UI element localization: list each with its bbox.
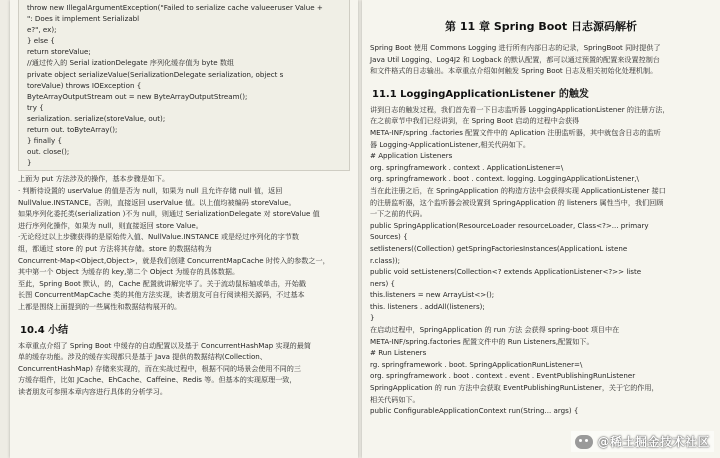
text-line: 相关代码如下。 (370, 394, 420, 404)
code-line: org. springframework . boot . context . event . EventPublishingRunListener (370, 371, 636, 381)
code-line: org. springframework . context . ApplicationListener=\ (370, 162, 564, 172)
text-line: Java Util Logging、Log4J2 和 Logback 的默认配置，都可以通过预置的配置来设置控制台 (370, 54, 660, 64)
code-line: rg. springframework . boot. SpringApplicationRunListener=\ (370, 359, 583, 369)
text-line: 在之前章节中我们已经讲到，在 Spring Boot 启动的过程中会获得 (370, 116, 580, 126)
code-line: Sources) { (370, 232, 408, 242)
text-line: 单的缓存功能。涉及的缓存实现都只是基于 Java 提供的数据结构(Collection、 (18, 352, 267, 362)
text-line: 方缓存组件，比如 JCache、EhCache、Caffeine、Redis 等。但基本的实现原理一致， (18, 375, 297, 385)
code-line: public SpringApplication(ResourceLoader resourceLoader, Class<?>... primary (370, 220, 649, 230)
code-line: return out. toByteArray(); (27, 125, 118, 135)
text-line: 读者朋友可参照本章内容进行具体的分析学习。 (18, 386, 167, 396)
text-line: META-INF/spring .factories 配置文件中的 Aplication 注册监听器，其中就包含日志的监听 (370, 127, 661, 137)
text-line: 本章重点介绍了 Spring Boot 中缓存的自动配置以及基于 ConcurrentHashMap 实现的最简 (18, 340, 311, 350)
text-line: ·无论经过以上步骤获得的是原始传入值、NullValue.INSTANCE 或是经过序列化的字节数 (18, 232, 299, 242)
code-line: } (370, 313, 375, 323)
code-line: org. springframework . boot . context. logging. LoggingApplicationListener,\ (370, 174, 639, 184)
code-line: try { (27, 102, 44, 112)
text-line: 组，都通过 store 的 put 方法将其存储。store 的数据结构为 (18, 243, 212, 253)
code-line: ByteArrayOutputStream out = new ByteArrayOutputStream(); (27, 91, 248, 101)
text-line: ConcurrentHashMap) 存储来实现的，而在实战过程中，根据不同的场景会使用不同的三 (18, 363, 301, 373)
code-line: return storeValue; (27, 47, 91, 57)
code-line: public void setListeners(Collection<? extends ApplicationListener<?>> liste (370, 267, 642, 277)
chapter-title: 第 11 章 Spring Boot 日志源码解析 (445, 20, 637, 33)
code-line: throw new IllegalArgumentException("Failed to serialize cache valueeruser Value + (27, 3, 323, 12)
text-line: 其中第一个 Object 为缓存的 key,第二个 Object 为缓存的具体数据。 (18, 267, 240, 277)
text-line: 至此，Spring Boot 默认，的，Cache 配置就讲解完毕了。关于流动鼠标轴或单击，开始戳 (18, 278, 306, 288)
right-book-page (362, 0, 720, 458)
code-line: setlisteners((Collection) getSpringFactoriesInstances(ApplicationL istene (370, 243, 628, 253)
body-paragraph (370, 104, 712, 417)
watermark (571, 431, 714, 452)
text-line: 的注册监听器，这个监听器会被设置到 SpringApplication 的 listeners 属性当中，我们回顾 (370, 197, 664, 207)
watermark-text: @稀土掘金技术社区 (597, 435, 710, 449)
text-line: SpringApplication 的 run 方法中会获取 EventPublishingRunListener，关于它的作用， (370, 383, 659, 393)
code-line: e?", ex); (27, 25, 57, 35)
code-line: private object serializeValue(SerializationDelegate serialization, object s (27, 69, 284, 79)
text-line: 和文件格式的日志输出。本章重点介绍如何触发 Spring Boot 日志及相关初始化处理机制。 (370, 66, 658, 76)
text-line: 上面为 put 方法涉及的操作，基本步骤是如下。 (18, 174, 170, 184)
code-line: toreValue) throws IOException { (27, 80, 142, 90)
text-line: Concurrent-Map<Object,Object>，就是我们创建 ConcurrentMapCache 时传入的参数之一， (18, 255, 330, 265)
text-line: Spring Boot 使用 Commons Logging 进行所有内部日志的记录，SpringBoot 同时提供了 (370, 43, 661, 52)
summary-paragraph (18, 340, 350, 398)
section-heading: 11.1 LoggingApplicationListener 的触发 (372, 88, 589, 100)
code-line: public ConfigurableApplicationContext run(String... args) { (370, 406, 579, 416)
text-line: 在启动过程中，SpringApplication 的 run 方法 会获得 spring-boot 项目中在 (370, 325, 620, 335)
wechat-icon (575, 435, 593, 449)
text-line: · 判断待设置的 userValue 的值是否为 null，如果为 null 且允许存储 null 值，返回 (18, 186, 283, 195)
section-heading: 10.4 小结 (20, 324, 69, 336)
code-line: this.listeners = new ArrayList<>(); (370, 290, 495, 300)
text-line: 进行序列化操作，如果为 null，则直接返回 store Value。 (18, 220, 203, 230)
code-line: out. close(); (27, 147, 70, 157)
code-line: } else { (27, 36, 55, 46)
code-line: # Run Listeners (370, 348, 427, 358)
code-line: serialization. serialize(storeValue, out); (27, 113, 166, 123)
code-line: r.class)); (370, 255, 401, 265)
code-line: ners) { (370, 278, 396, 288)
code-line: } finally { (27, 136, 62, 146)
code-line: } (27, 158, 32, 168)
text-line: 当在此注册之后，在 SpringApplication 的构造方法中会获得实现 ApplicationListener 接口 (370, 185, 666, 195)
text-line: META-INF/spring.factories 配置文件中的 Run Listeners,配置如下。 (370, 336, 594, 346)
code-line: //通过传入的 Serial izationDelegate 序列化缓存值为 byte 数组 (27, 58, 235, 68)
text-line: 器 Logging-ApplicationListener,相关代码如下。 (370, 139, 530, 149)
intro-paragraph (370, 42, 712, 77)
code-block (18, 0, 350, 171)
text-line: 一下之前的代码。 (370, 209, 427, 219)
code-line: this. listeners . addAll(listeners); (370, 301, 485, 311)
left-book-page (10, 0, 358, 458)
text-line: 讲到日志的触发过程，我们首先看一下日志监听器 LoggingApplicationListener 的注册方法， (370, 104, 670, 114)
text-line: NullValue.INSTANCE。否则，直接返回 userValue 值。以上值均被编码 storeValue。 (18, 197, 296, 207)
text-line: 如果序列化委托类(serialization )不为 null，则通过 SerializationDelegate 对 storeValue 值 (18, 209, 320, 219)
code-line: ": Does it implement Serializabl (27, 14, 140, 24)
text-line: 长图 ConcurrentMapCache 类的其他方法实现，读者朋友可自行阅读相关源码，不过基本 (18, 290, 305, 300)
body-paragraph (18, 173, 350, 312)
code-line: # Application Listeners (370, 151, 453, 161)
text-line: 上都是围绕上面提到的一些属性和数据结构展开的。 (18, 301, 182, 311)
